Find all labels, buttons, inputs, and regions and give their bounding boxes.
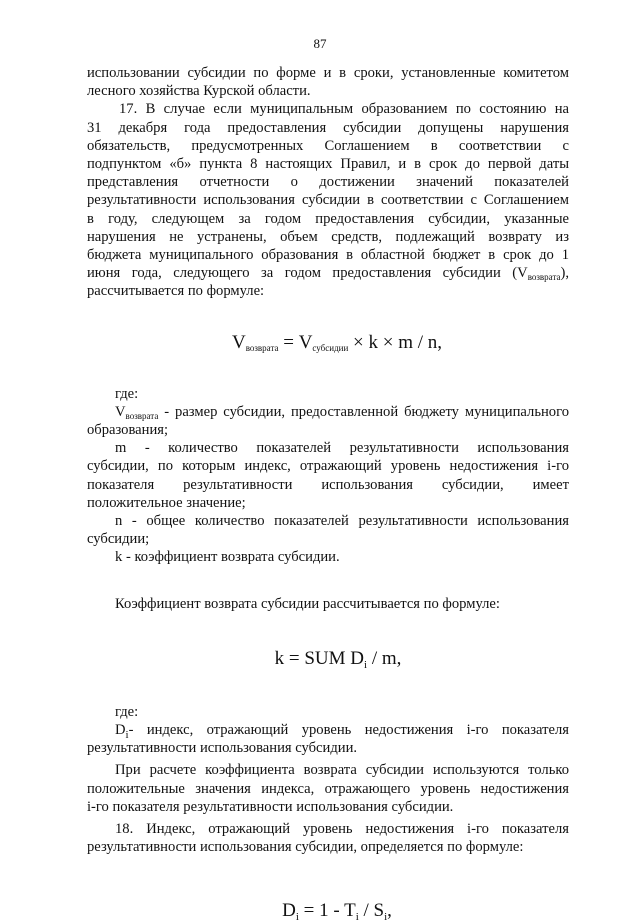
formula-v-vozvrata [105,331,569,355]
text-line: положительное значение; [87,494,246,511]
formula-k [107,647,569,671]
definitions-block-2 [87,703,569,758]
text-line [87,403,569,421]
text-line [87,264,569,282]
text-line: использовании субсидии по форме и в сроки, установленные комитетом [87,65,569,81]
text-line [87,721,569,742]
formula-symbol: V [231,331,246,353]
text-line: 31 декабря года предоставления субсидии допущены нарушения [87,119,569,136]
text-line: подпунктом «б» пункта 8 настоящих Правил, и в срок до первой даты [87,156,569,173]
text-line: m - количество показателей результативности использования [115,440,569,457]
formula-part: × k × m / n, [348,331,443,353]
text-line: i-го показателя результативности использования субсидии. [87,798,454,815]
text-line: рассчитывается по формуле: [87,283,265,300]
formula-part: = 1 - T [298,899,356,921]
text-line: субсидии; [87,531,150,548]
formula-part: / m, [367,647,402,669]
subscript: i [295,910,299,923]
text-fragment: - размер субсидии, предоставленной бюджету муниципального [158,403,569,420]
intro-paragraph [87,64,569,100]
subscript: субсидии [312,342,349,353]
text-line: результативности использования субсидии, определяется по формуле: [87,839,524,856]
text-line: 17. В случае если муниципальным образованием по состоянию на [119,101,569,118]
formula-part: / S [358,899,385,921]
text-fragment: - индекс, отражающий уровень недостижения i-го показателя [128,722,569,739]
paragraph-17 [87,100,569,300]
text-line: обязательств, предусмотренных Соглашением в соответствии с [87,137,569,154]
text-line: n - общее количество показателей результативности использования [115,513,569,530]
subscript: i [384,910,388,923]
text-line: в году, следующем за годом предоставления субсидии, указанные [87,210,569,227]
subscript: возврата [125,410,159,421]
subscript: i [355,910,359,923]
formula-symbol: D [282,899,296,921]
text-line: образования; [87,422,169,439]
subscript: возврата [245,342,279,353]
text-fragment: ), [560,265,569,282]
formula-part: k = SUM D [274,647,364,669]
text-line: 18. Индекс, отражающий уровень недостижения i-го показателя [115,821,569,838]
subscript: i [364,658,368,671]
text-fragment: июня года, следующего за годом предоставления субсидии (V [87,265,528,282]
subscript: возврата [527,272,561,283]
definitions-block-1 [87,385,569,567]
coefficient-intro: Коэффициент возврата субсидии рассчитывается по формуле: [115,595,500,612]
where-label: где: [115,703,139,720]
text-line: результативности использования субсидии в соответствии с Соглашением [87,192,569,209]
text-line: нарушения не устранены, объем средств, подлежащий возврату из [87,228,569,245]
calculation-paragraph [87,761,569,816]
formula-part: , [387,899,392,921]
text-line: субсидии, по которым индекс, отражающий уровень недостижения i-го [87,458,569,475]
text-line: представления отчетности о достижении значений показателей [87,174,569,191]
text-line: результативности использования субсидии. [87,740,358,757]
text-line: показателя результативности использования субсидии, имеет [87,476,569,493]
text-line: лесного хозяйства Курской области. [87,83,311,100]
formula-part: = V [278,331,313,353]
where-label: где: [115,385,139,402]
text-line: k - коэффициент возврата субсидии. [115,549,340,566]
formula-di [105,899,569,923]
term-symbol: V [115,403,126,420]
paragraph-18 [87,820,569,856]
text-line: положительные значения индекса, отражающего уровень недостижения [87,780,569,797]
page-number: 87 [313,36,327,51]
text-line: При расчете коэффициента возврата субсидии используются только [115,762,569,779]
text-line: бюджета муниципального образования в областной бюджет в срок до 1 [87,247,569,264]
document-body [87,64,569,923]
subscript: i [125,729,129,742]
term-symbol: D [115,722,126,739]
